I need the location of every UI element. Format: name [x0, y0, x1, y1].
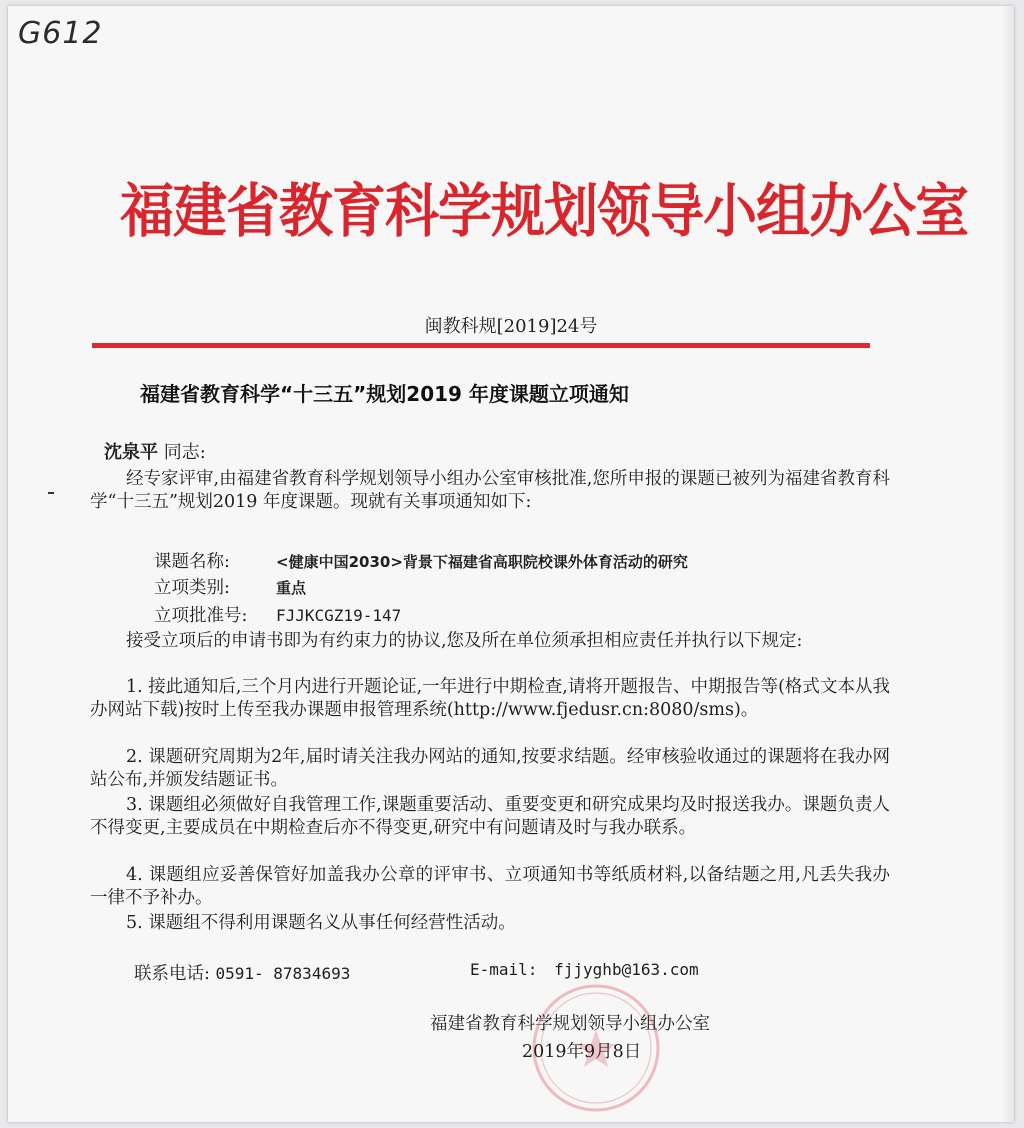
scan-mark — [48, 492, 54, 494]
field-value: <健康中国2030>背景下福建省高职院校课外体育活动的研究 — [276, 553, 688, 571]
document-number: 闽教科规[2019]24号 — [424, 316, 598, 337]
email-address: fjjyghb@163.com — [554, 960, 699, 979]
red-divider-line — [92, 343, 870, 348]
phone-label: 联系电话: — [134, 964, 210, 984]
email-label: E-mail: — [470, 960, 538, 979]
field-value: 重点 — [276, 579, 307, 597]
field-label: 立项批准号: — [154, 606, 248, 626]
rule-4: 4. 课题组应妥善保管好加盖我办公章的评审书、立项通知书等纸质材料,以备结题之用,凡丢失我办一律不予补办。 — [90, 865, 890, 908]
rule-3: 3. 课题组必须做好自我管理工作,课题重要活动、重要变更和研究成果均及时报送我办。课题负责人不得变更,主要成员在中期检查后亦不得变更,研究中有问题请及时与我办联系。 — [90, 795, 890, 838]
intro-paragraph: 经专家评审,由福建省教育科学规划领导小组办公室审核批准,您所申报的课题已被列为福建省教育科学“十三五”规划2019 年度课题。现就有关事项通知如下: — [90, 469, 890, 512]
contact-line — [134, 960, 699, 985]
field-project-name — [154, 548, 688, 573]
notice-title: 福建省教育科学“十三五”规划2019 年度课题立项通知 — [140, 382, 629, 406]
rule-5: 5. 课题组不得利用课题名义从事任何经营性活动。 — [126, 913, 516, 933]
letterhead-title: 福建省教育科学规划领导小组办公室 — [120, 177, 969, 245]
addressee-name: 沈泉平 — [104, 442, 158, 463]
agreement-paragraph: 接受立项后的申请书即为有约束力的协议,您及所在单位须承担相应责任并执行以下规定: — [126, 631, 803, 651]
rule-1: 1. 接此通知后,三个月内进行开题论证,一年进行中期检查,请将开题报告、中期报告等(格式文本从我办网站下载)按时上传至我办课题申报管理系统(http://www.fjedusr.cn:8080/sms)。 — [90, 677, 890, 720]
signature-organization: 福建省教育科学规划领导小组办公室 — [430, 1014, 710, 1034]
phone-number: 0591- 87834693 — [215, 964, 351, 983]
field-value: FJJKCGZ19-147 — [276, 606, 402, 625]
field-project-category — [154, 574, 306, 599]
field-approval-number — [154, 602, 401, 627]
page-edge-shadow — [1000, 6, 1014, 1122]
rule-2: 2. 课题研究周期为2年,届时请关注我办网站的通知,按要求结题。经审核验收通过的课题将在我办网站公布,并颁发结题证书。 — [90, 747, 890, 790]
field-label: 立项类别: — [154, 578, 230, 598]
field-label: 课题名称: — [154, 552, 230, 572]
signature-date: 2019年9月8日 — [522, 1042, 642, 1062]
document-page — [8, 6, 1014, 1122]
handwritten-code: G612 — [18, 16, 103, 51]
addressee — [104, 438, 206, 464]
addressee-suffix: 同志: — [163, 442, 206, 463]
email-block — [470, 960, 699, 980]
